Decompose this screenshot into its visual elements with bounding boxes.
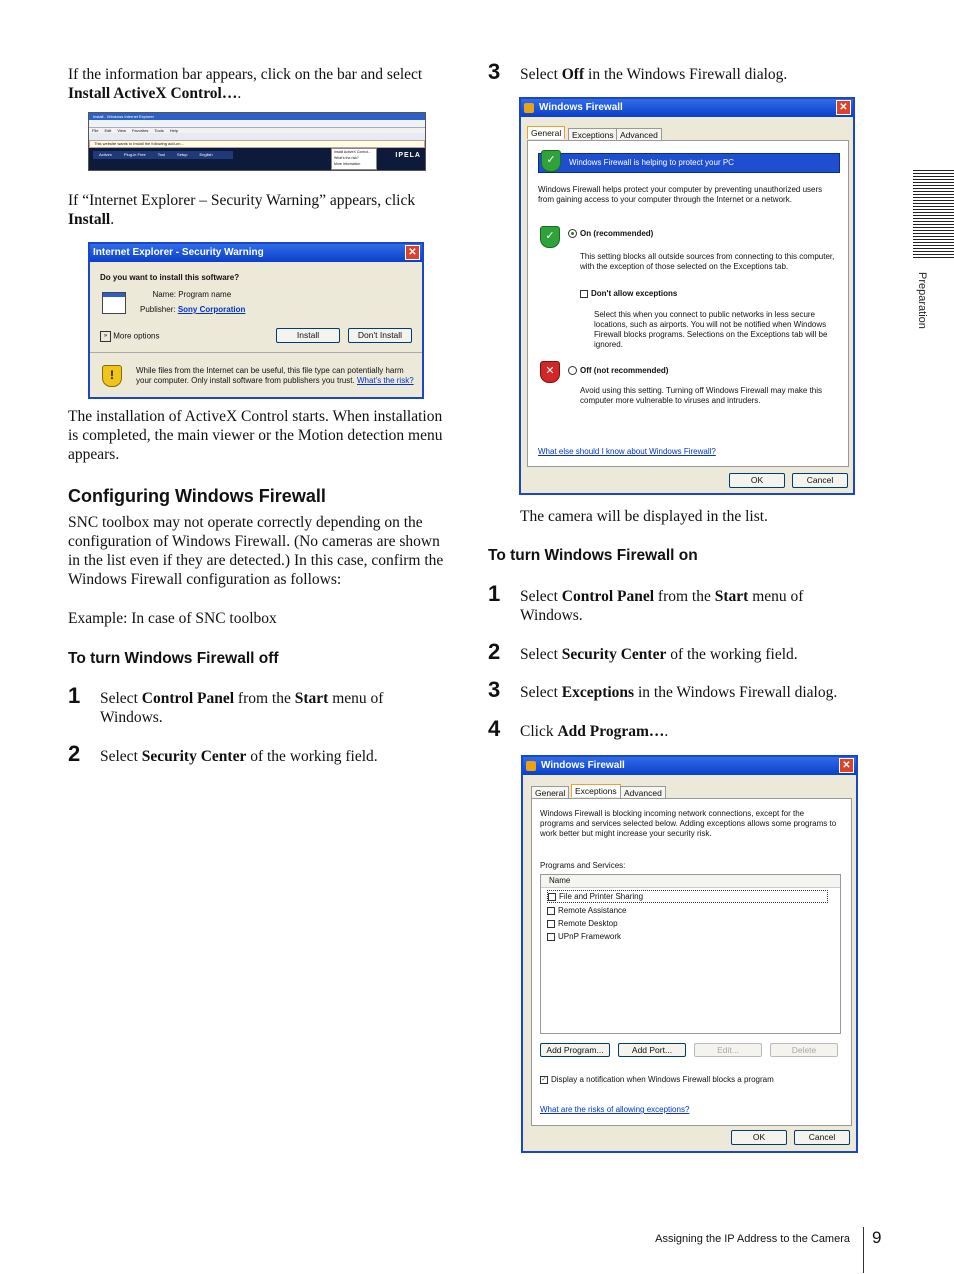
- red-shield-icon: ✕: [540, 361, 560, 383]
- warning-text: While files from the Internet can be useful, this file type can potentially harm your computer. Only install software from publishers you trust. What's the risk?: [136, 366, 414, 385]
- browser-titlebar: Install - Windows Internet Explorer: [89, 113, 425, 120]
- list-item[interactable]: File and Printer Sharing: [547, 890, 828, 903]
- warning-shield-icon: !: [102, 365, 122, 387]
- dont-install-button[interactable]: Don't Install: [348, 328, 412, 343]
- footer-title: Assigning the IP Address to the Camera: [655, 1233, 850, 1245]
- checkbox-icon[interactable]: [547, 907, 555, 915]
- step-number: 3: [488, 677, 501, 702]
- close-icon[interactable]: ✕: [839, 758, 854, 773]
- off-radio[interactable]: Off (not recommended): [568, 366, 668, 375]
- close-icon[interactable]: ✕: [836, 100, 851, 115]
- step-text: Select Control Panel from the Start menu of Windows.: [520, 588, 804, 624]
- checkbox-icon[interactable]: [548, 893, 556, 901]
- step-number: 2: [68, 741, 81, 766]
- edit-button[interactable]: Edit...: [694, 1043, 762, 1057]
- more-info-menu-item[interactable]: More information: [334, 162, 361, 166]
- install-button[interactable]: Install: [276, 328, 340, 343]
- more-options-toggle[interactable]: » More options: [100, 331, 159, 342]
- cancel-button[interactable]: Cancel: [792, 473, 848, 488]
- step-number: 1: [488, 581, 501, 606]
- radio-on-icon: [568, 229, 577, 238]
- add-port-button[interactable]: Add Port...: [618, 1043, 686, 1057]
- camera-displayed-text: The camera will be displayed in the list.: [520, 508, 768, 525]
- tab-general[interactable]: General: [531, 786, 569, 799]
- on-radio[interactable]: On (recommended): [568, 229, 653, 238]
- infobar-menu: [331, 148, 377, 170]
- publisher-link[interactable]: Sony Corporation: [177, 305, 246, 314]
- section-tab-stripes: [913, 170, 954, 260]
- turn-on-subheading: To turn Windows Firewall on: [488, 547, 698, 564]
- step-number: 3: [488, 59, 501, 84]
- step-number: 2: [488, 639, 501, 664]
- ok-button[interactable]: OK: [731, 1130, 787, 1145]
- risk-menu-item[interactable]: What's the risk?: [334, 156, 359, 160]
- checkbox-icon: [580, 290, 588, 298]
- whats-the-risk-link[interactable]: What's the risk?: [357, 376, 414, 385]
- config-paragraph: SNC toolbox may not operate correctly depending on the configuration of Windows Firewall. (No cameras are shown in the list even if they are detected.) In this case, confirm the Windows Firewall configuration as follows:: [68, 514, 444, 588]
- green-shield-icon: ✓: [541, 150, 561, 172]
- exceptions-description: Windows Firewall is blocking incoming network connections, except for the programs and services selected below. Adding exceptions allows some programs to work better but might increase your security risk.: [540, 809, 837, 838]
- column-header-name[interactable]: Name: [541, 875, 840, 888]
- off-description: Avoid using this setting. Turning off Windows Firewall may make this computer more vulnerable to viruses and intruders.: [580, 386, 823, 405]
- on-description: This setting blocks all outside sources from connecting to this computer, with the exception of those selected on the Exceptions tab.: [580, 252, 835, 271]
- viewer-nav: Activex Plug-in Free Tool Setup English: [93, 151, 233, 159]
- tab-advanced[interactable]: Advanced: [616, 128, 662, 141]
- section-heading: Configuring Windows Firewall: [68, 486, 326, 506]
- firewall-dialog-exceptions: [521, 755, 858, 1153]
- firewall-info-link[interactable]: What else should I know about Windows Firewall?: [538, 447, 716, 456]
- browser-address-bar: [89, 120, 425, 128]
- program-name-row: Name: Program name: [152, 290, 232, 299]
- publisher-row: Publisher: Sony Corporation: [140, 305, 246, 314]
- exceptions-tab-panel: [531, 798, 852, 1126]
- tab-exceptions[interactable]: Exceptions: [571, 784, 621, 797]
- installation-paragraph: The installation of ActiveX Control starts. When installation is completed, the main viewer or the Motion detection menu appears.: [68, 408, 443, 463]
- chevron-down-icon: »: [100, 331, 111, 342]
- step-text: Click Add Program….: [520, 723, 669, 740]
- checkbox-checked-icon: ✓: [541, 1075, 547, 1083]
- footer-divider: [863, 1227, 864, 1273]
- browser-content: [89, 148, 425, 171]
- install-activex-menu-item[interactable]: Install ActiveX Control...: [334, 150, 371, 154]
- turn-off-subheading: To turn Windows Firewall off: [68, 650, 279, 667]
- example-line: Example: In case of SNC toolbox: [68, 610, 277, 627]
- step-number: 1: [68, 683, 81, 708]
- tab-general[interactable]: General: [527, 126, 565, 139]
- list-item[interactable]: Remote Desktop: [547, 918, 828, 929]
- notify-checkbox[interactable]: ✓ Display a notification when Windows Firewall blocks a program: [541, 1075, 774, 1084]
- list-item[interactable]: UPnP Framework: [547, 931, 828, 942]
- add-program-button[interactable]: Add Program...: [540, 1043, 610, 1057]
- list-item[interactable]: Remote Assistance: [547, 905, 828, 916]
- firewall-app-icon: [524, 103, 534, 113]
- dont-allow-description: Select this when you connect to public networks in less secure locations, such as airports. You will not be notified when Windows Firewall blocks programs. Selections on the Exceptions tab will be ignored.: [594, 310, 828, 349]
- close-icon[interactable]: ✕: [405, 245, 420, 260]
- green-shield-icon: ✓: [540, 226, 560, 248]
- programs-list[interactable]: [540, 874, 841, 1034]
- security-warning-dialog: [88, 242, 424, 399]
- exceptions-risk-link[interactable]: What are the risks of allowing exceptions?: [540, 1105, 690, 1114]
- browser-menubar: File Edit View Favorites Tools Help: [89, 128, 425, 133]
- program-icon: [102, 292, 126, 314]
- install-question: Do you want to install this software?: [100, 273, 240, 282]
- status-banner: ✓ Windows Firewall is helping to protect your PC: [538, 153, 840, 173]
- step-number: 4: [488, 716, 501, 741]
- firewall-titlebar: Windows Firewall ✕: [521, 99, 853, 117]
- intro-paragraph-1: If the information bar appears, click on the bar and select Install ActiveX Control….: [68, 66, 423, 102]
- firewall-description: Windows Firewall helps protect your computer by preventing unauthorized users from gaining access to your computer through the Internet or a network.: [538, 185, 823, 204]
- browser-infobar[interactable]: This website wants to install the following add-on...: [89, 140, 425, 148]
- intro-paragraph-2: If “Internet Explorer – Security Warning” appears, click Install.: [68, 192, 416, 228]
- step-text: Select Off in the Windows Firewall dialog.: [520, 66, 788, 83]
- step-text: Select Control Panel from the Start menu of Windows.: [100, 690, 384, 726]
- checkbox-icon[interactable]: [547, 920, 555, 928]
- step-text: Select Exceptions in the Windows Firewall dialog.: [520, 684, 838, 701]
- firewall-dialog-general: [519, 97, 855, 495]
- delete-button[interactable]: Delete: [770, 1043, 838, 1057]
- page-number: 9: [872, 1228, 882, 1247]
- programs-label: Programs and Services:: [540, 861, 626, 870]
- section-tab-label: Preparation: [916, 272, 928, 329]
- radio-off-icon: [568, 366, 577, 375]
- step-text: Select Security Center of the working field.: [520, 646, 798, 663]
- tab-advanced[interactable]: Advanced: [620, 786, 666, 799]
- cancel-button[interactable]: Cancel: [794, 1130, 850, 1145]
- firewall-titlebar: Windows Firewall ✕: [523, 757, 856, 775]
- tab-exceptions[interactable]: Exceptions: [568, 128, 618, 141]
- browser-screenshot: [88, 112, 426, 171]
- divider: [90, 352, 422, 353]
- firewall-app-icon: [526, 761, 536, 771]
- ipela-logo: IPELA: [395, 152, 421, 159]
- general-tab-panel: [527, 140, 849, 467]
- dont-allow-checkbox[interactable]: Don't allow exceptions: [580, 289, 677, 298]
- step-text: Select Security Center of the working field.: [100, 748, 378, 765]
- security-warning-titlebar: Internet Explorer - Security Warning ✕: [90, 244, 422, 262]
- ok-button[interactable]: OK: [729, 473, 785, 488]
- checkbox-icon[interactable]: [547, 933, 555, 941]
- browser-toolbar: [89, 133, 425, 140]
